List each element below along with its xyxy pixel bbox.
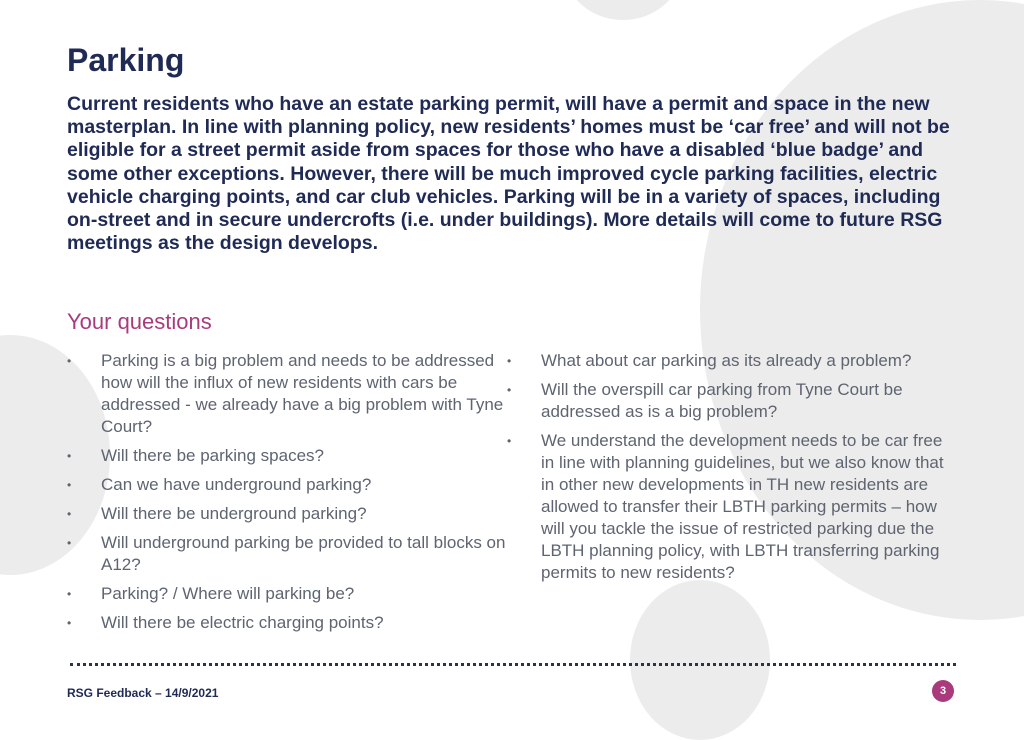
bullet-icon: • bbox=[67, 616, 72, 630]
bullet-icon: • bbox=[67, 536, 72, 550]
page-number-badge: 3 bbox=[932, 680, 954, 702]
list-item bbox=[67, 350, 507, 438]
bullet-icon: • bbox=[67, 507, 72, 521]
question-text: Will the overspill car parking from Tyne Court be addressed as is a big problem? bbox=[541, 380, 903, 421]
intro-paragraph: Current residents who have an estate parking permit, will have a permit and space in the new masterplan. In line with planning policy, new residents’ homes must be ‘car free’ and will not be eligible for a street permit aside from spaces for those who have a disabled ‘blue badge’ and some other exceptions. However, there will be much improved cycle parking facilities, electric vehicle charging points, and car club vehicles. Parking will be in a variety of spaces, including on-street and in secure undercrofts (i.e. under buildings). More details will come to future RSG meetings as the design develops. bbox=[67, 93, 950, 255]
list-item bbox=[67, 583, 507, 605]
bullet-icon: • bbox=[507, 434, 512, 448]
questions-list-left bbox=[67, 350, 507, 641]
list-item bbox=[507, 350, 947, 372]
bullet-icon: • bbox=[67, 449, 72, 463]
question-text: Can we have underground parking? bbox=[101, 475, 372, 494]
question-text: Will there be underground parking? bbox=[101, 504, 367, 523]
question-text: What about car parking as its already a problem? bbox=[541, 351, 912, 370]
bullet-icon: • bbox=[507, 354, 512, 368]
list-item bbox=[67, 474, 507, 496]
list-item bbox=[507, 430, 947, 584]
bullet-icon: • bbox=[507, 383, 512, 397]
list-item bbox=[67, 445, 507, 467]
bullet-icon: • bbox=[67, 478, 72, 492]
footer-divider bbox=[70, 663, 956, 666]
question-text: Will there be electric charging points? bbox=[101, 613, 384, 632]
footer-label: RSG Feedback – 14/9/2021 bbox=[67, 686, 219, 700]
question-text: Will underground parking be provided to tall blocks on A12? bbox=[101, 533, 506, 574]
questions-list-right bbox=[507, 350, 947, 591]
question-text: We understand the development needs to be car free in line with planning guidelines, but we also know that in other new developments in TH new residents are allowed to transfer their LBTH parking permits – how will you tackle the issue of restricted parking due the LBTH planning policy, with LBTH transferring parking permits to new residents? bbox=[541, 431, 944, 582]
page-title: Parking bbox=[67, 42, 185, 78]
list-item bbox=[67, 503, 507, 525]
questions-heading: Your questions bbox=[67, 309, 212, 334]
list-item bbox=[507, 379, 947, 423]
question-text: Parking is a big problem and needs to be addressed how will the influx of new residents with cars be addressed - we already have a big problem with Tyne Court? bbox=[101, 351, 504, 436]
bullet-icon: • bbox=[67, 354, 72, 368]
list-item bbox=[67, 612, 507, 634]
question-text: Will there be parking spaces? bbox=[101, 446, 325, 465]
question-text: Parking? / Where will parking be? bbox=[101, 584, 355, 603]
list-item bbox=[67, 532, 507, 576]
bullet-icon: • bbox=[67, 587, 72, 601]
